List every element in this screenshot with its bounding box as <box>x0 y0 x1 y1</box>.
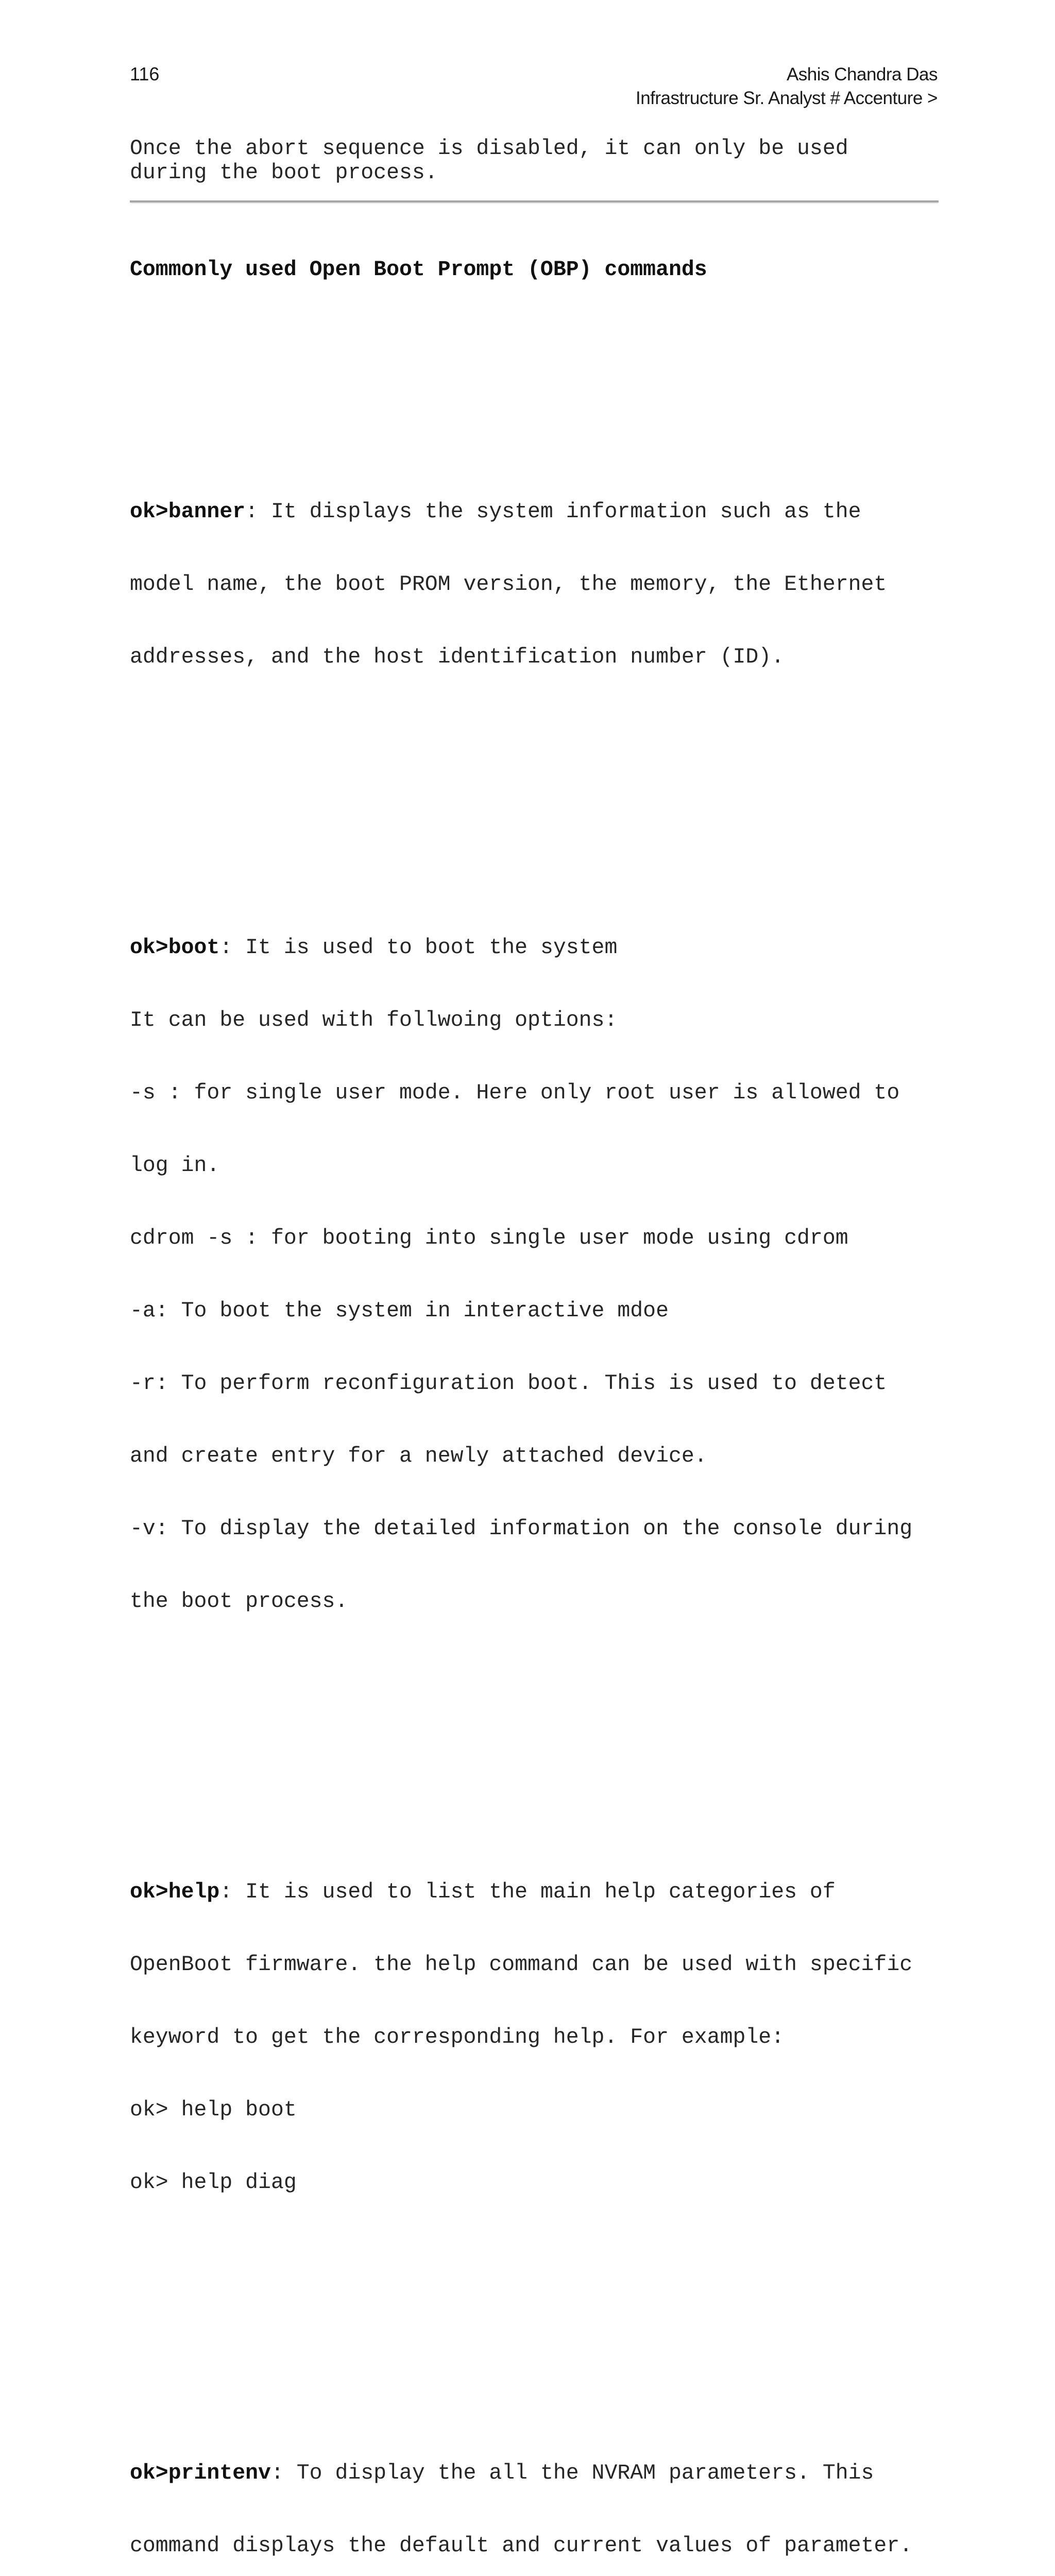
text-line: ok> help boot <box>130 2098 297 2122</box>
command-heading-line <box>130 936 944 960</box>
command-description: : To display the all the NVRAM parameters. This <box>270 2461 874 2485</box>
text-line: command displays the default and current values of parameter. <box>130 2534 913 2558</box>
text-line: -r: To perform reconfiguration boot. This is used to detect <box>130 1371 887 1396</box>
text-line: model name, the boot PROM version, the memory, the Ethernet <box>130 572 887 597</box>
text-line: keyword to get the corresponding help. For example: <box>130 2025 785 2049</box>
spacer <box>130 1710 944 1735</box>
command-heading-line <box>130 500 944 524</box>
command-description: : It is used to list the main help categories of <box>219 1880 836 1904</box>
text-line: log in. <box>130 1154 220 1178</box>
text-line: Once the abort sequence is disabled, it can only be used <box>130 137 848 161</box>
text-line: cdrom -s : for booting into single user mode using cdrom <box>130 1226 848 1250</box>
section-divider <box>130 200 939 202</box>
command-heading-line <box>130 1880 944 1904</box>
command-keyword: ok>printenv <box>130 2461 271 2485</box>
text-line: It can be used with follwoing options: <box>130 1008 618 1032</box>
spacer <box>130 2292 944 2316</box>
text-line: ok> help diag <box>130 2171 297 2195</box>
command-keyword: ok>banner <box>130 500 246 524</box>
command-heading-line <box>130 2461 944 2485</box>
text-line: -a: To boot the system in interactive mdoe <box>130 1299 669 1323</box>
header-author: Ashis Chandra Das <box>786 64 938 84</box>
spacer <box>130 766 944 790</box>
page-number: 116 <box>130 63 160 84</box>
command-help <box>130 1832 944 2243</box>
command-keyword: ok>help <box>130 1880 220 1904</box>
text-line: OpenBoot firmware. the help command can be used with specific <box>130 1953 913 1977</box>
command-boot <box>130 887 944 1662</box>
header-affiliation: Infrastructure Sr. Analyst # Accenture > <box>635 88 938 108</box>
text-line: during the boot process. <box>130 161 438 185</box>
section-title: Commonly used Open Boot Prompt (OBP) commands <box>130 258 707 282</box>
command-keyword: ok>boot <box>130 936 220 960</box>
text-line: the boot process. <box>130 1589 348 1614</box>
command-printenv <box>130 2413 944 2576</box>
commands-section <box>130 209 944 2576</box>
spacer <box>130 330 944 354</box>
command-description: : It displays the system information such as the <box>245 500 861 524</box>
text-line: and create entry for a newly attached device. <box>130 1444 707 1468</box>
command-description: : It is used to boot the system <box>219 936 618 960</box>
intro-paragraph <box>130 137 944 185</box>
running-header <box>636 63 938 110</box>
text-line: addresses, and the host identification number (ID). <box>130 645 785 669</box>
command-banner <box>130 451 944 718</box>
text-line: -s : for single user mode. Here only root user is allowed to <box>130 1081 900 1105</box>
text-line: -v: To display the detailed information on the console during <box>130 1517 913 1541</box>
